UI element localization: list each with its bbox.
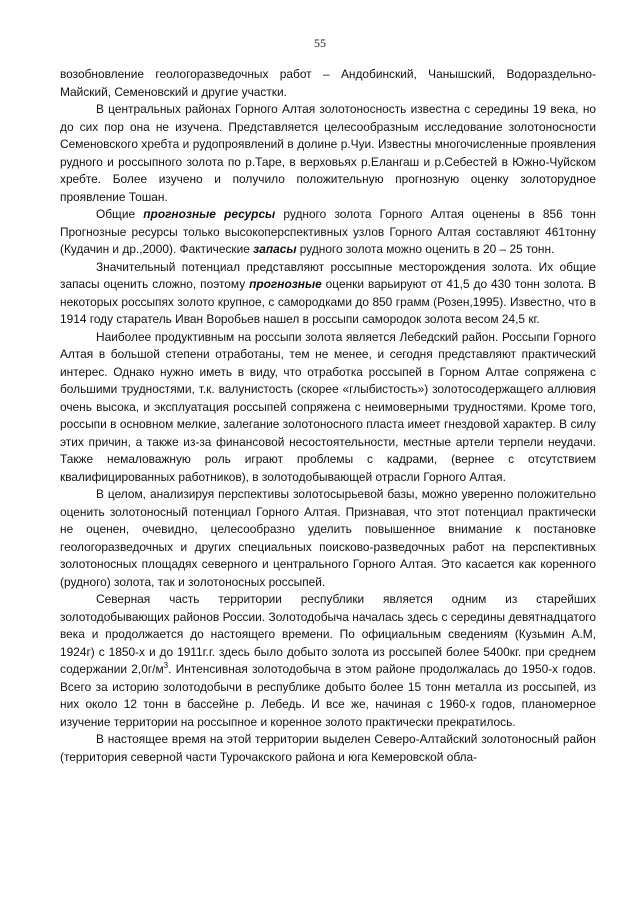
text-run: В центральных районах Горного Алтая золотоносность известна с середины 19 века, но до сих пор она не изучена. Представляется целесообразным исследование золотоносности Семеновского хребта и рудопроявлений в долине р.Чуи. Известны многочисленные проявления рудного и россыпного золота по р.Таре, в верховьях р.Елангаш и р.Себестей в Южно-Чуйском хребте. Более изучено и получило положительную прогнозную оценку золоторудное проявление Тошан. (60, 102, 596, 204)
text-run: . Интенсивная золотодобыча в этом районе продолжалась до 1950-х годов. Всего за историю золотодобычи в республике добыто более 15 тонн металла из россыпей, из них около 12 тонн в бассейне р. Лебедь. И все же, начиная с 1960-х годов, планомерное изучение территории на россыпное и коренное золото практически прекратилось. (60, 662, 596, 729)
paragraph (60, 329, 596, 487)
text-run: Северная часть территории республики является одним из старейших золотодобывающих районов России. Золотодобыча началась здесь с середины девятнадцатого века и продолжается до настоящего времени. По официальным сведениям (Кузьмин А.М, 1924г) с 1850-х и до 1911г.г. здесь было добыто золота из россыпей более 5400кг. при среднем содержании 2,0г/м (60, 592, 596, 676)
text-run: Общие (96, 207, 144, 221)
paragraph (60, 66, 596, 101)
text-run: Наиболее продуктивным на россыпи золота является Лебедский район. Россыпи Горного Алтая в большой степени отработаны, тем не менее, и сегодня представляют практический интерес. Однако нужно иметь в виду, что отработка россыпей в Горном Алтае сопряжена с большими трудностями, т.к. валунистость (скорее «глыбистость») золотосодержащего аллювия очень высока, и эксплуатация россыпей сопряжена с неимоверными трудностями. Кроме того, россыпи в основном мелкие, залегание золотоносного пласта имеет гнездовой характер. В силу этих причин, а также из-за финансовой несостоятельности, местные артели терпели неудачи. Также немаловажную роль играют проблемы с кадрами, (вернее с отсутствием квалифицированных работников), в золотодобывающей отрасли Горного Алтая. (60, 329, 596, 484)
paragraph (60, 101, 596, 206)
page-number: 55 (314, 36, 326, 50)
text-run: В настоящее время на этой территории выделен Северо-Алтайский золотоносный район (территория северной части Турочакского района и юга Кемеровской обла- (60, 732, 596, 764)
text-run: возобновление геологоразведочных работ – Андобинский, Чанышский, Водораздельно-Майский, Семеновский и другие участки. (60, 67, 596, 99)
paragraph (60, 206, 596, 259)
emphasis-term: прогнозные ресурсы (143, 207, 276, 221)
text-run: Значительный потенциал представляют россыпные месторождения золота. Их общие запасы оценить сложно, поэтому (60, 259, 596, 291)
emphasis-term: прогнозные (249, 277, 322, 291)
paragraph (60, 486, 596, 591)
paragraph (60, 259, 596, 329)
text-run: рудного золота Горного Алтая оценены в 856 тонн Прогнозные ресурсы только высокоперспективных узлов Горного Алтая составляют 461тонну (Кудачин и др.,2000). Фактические (60, 207, 596, 256)
emphasis-term: запасы (253, 242, 297, 256)
text-run: оценки варьируют от 41,5 до 430 тонн золота. В некоторых россыпях золото крупное, с самородками до 850 грамм (Розен,1995). Известно, что в 1914 году старатель Иван Воробьев нашел в россыпи самородок золота весом 24,5 кг. (60, 277, 596, 326)
superscript: 3 (163, 661, 169, 671)
body-text (60, 66, 596, 766)
text-run: В целом, анализируя перспективы золотосырьевой базы, можно уверенно положительно оценить золотоносный потенциал Горного Алтая. Признавая, что этот потенциал практически не оценен, очевидно, целесообразно уделить повышенное внимание к постановке геологоразведочных и других специальных поисково-разведочных работ на перспективных золотоносных площадях северного и центрального Горного Алтая. Это касается как коренного (рудного) золота, так и золотоносных россыпей. (60, 487, 596, 589)
paragraph (60, 731, 596, 766)
paragraph (60, 591, 596, 731)
text-run: рудного золота можно оценить в 20 – 25 тонн. (296, 242, 555, 256)
